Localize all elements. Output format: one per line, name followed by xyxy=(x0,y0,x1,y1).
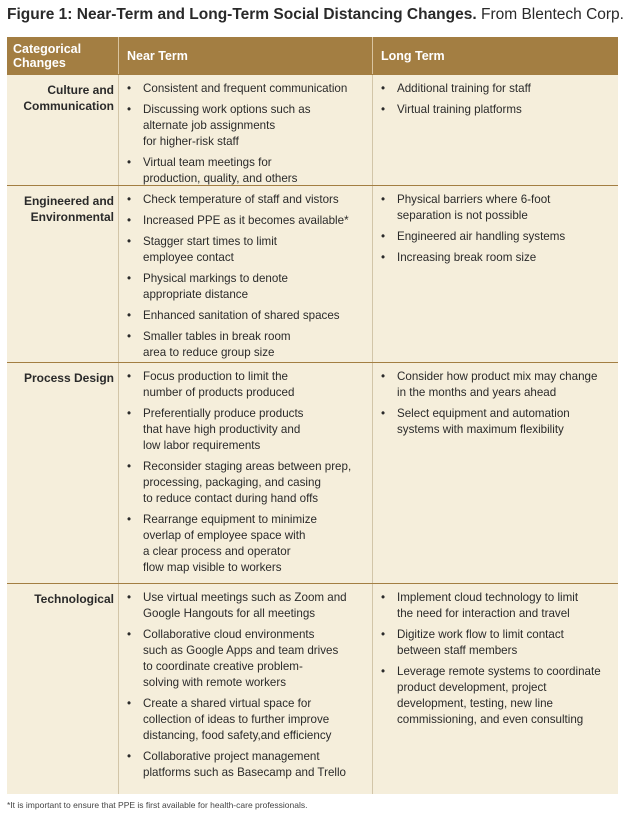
bullet-icon: • xyxy=(127,193,132,206)
long-term-cell xyxy=(373,186,618,362)
long-term-cell xyxy=(373,75,618,185)
bullet-icon: • xyxy=(127,750,132,763)
list-item xyxy=(127,271,366,303)
table-row xyxy=(7,185,618,362)
list-item xyxy=(127,627,366,691)
bullet-icon: • xyxy=(127,214,132,227)
list-item xyxy=(381,627,612,659)
bullet-icon: • xyxy=(381,407,386,420)
changes-table xyxy=(7,37,618,794)
list-item xyxy=(127,213,366,229)
list-item-text: Rearrange equipment to minimize overlap of employee space with a clear process and operator flow map visible to workers xyxy=(143,513,317,574)
figure-title xyxy=(7,6,624,24)
table-row xyxy=(7,362,618,583)
list-item-text: Focus production to limit the number of products produced xyxy=(143,370,295,399)
near-term-cell xyxy=(119,584,373,794)
near-term-cell xyxy=(119,363,373,583)
list-item-text: Check temperature of staff and vistors xyxy=(143,193,339,206)
bullet-icon: • xyxy=(127,370,132,383)
list-item xyxy=(127,369,366,401)
bullet-list xyxy=(127,590,366,781)
list-item xyxy=(381,590,612,622)
figure-title-source: From Blentech Corp. xyxy=(476,6,624,23)
row-category-label: Engineered and Environmental xyxy=(23,194,114,224)
footnote: *It is important to ensure that PPE is first available for health-care professionals. xyxy=(7,800,308,810)
list-item-text: Leverage remote systems to coordinate product development, project development, testing, new line commissioning, and even consulting xyxy=(397,665,601,726)
list-item-text: Reconsider staging areas between prep, processing, packaging, and casing to reduce contact during hand offs xyxy=(143,460,352,505)
list-item xyxy=(381,192,612,224)
row-category xyxy=(7,584,119,794)
list-item-text: Additional training for staff xyxy=(397,82,531,95)
bullet-list xyxy=(381,192,612,266)
list-item xyxy=(127,406,366,454)
long-term-cell xyxy=(373,363,618,583)
list-item xyxy=(127,512,366,576)
list-item xyxy=(381,229,612,245)
bullet-icon: • xyxy=(381,82,386,95)
list-item xyxy=(127,696,366,744)
list-item-text: Collaborative project management platforms such as Basecamp and Trello xyxy=(143,750,346,779)
list-item-text: Increasing break room size xyxy=(397,251,537,264)
list-item xyxy=(127,155,366,187)
long-term-cell xyxy=(373,584,618,794)
table-row xyxy=(7,583,618,794)
list-item-text: Create a shared virtual space for collection of ideas to further improve distancing, food safety,and efficiency xyxy=(143,697,332,742)
bullet-icon: • xyxy=(381,251,386,264)
bullet-icon: • xyxy=(381,665,386,678)
row-category xyxy=(7,363,119,583)
list-item xyxy=(127,459,366,507)
list-item xyxy=(127,308,366,324)
bullet-icon: • xyxy=(381,103,386,116)
list-item-text: Enhanced sanitation of shared spaces xyxy=(143,309,340,322)
list-item xyxy=(127,192,366,208)
row-category-label: Technological xyxy=(34,592,114,606)
list-item-text: Physical markings to denote appropriate distance xyxy=(143,272,288,301)
table-header xyxy=(7,37,618,74)
bullet-icon: • xyxy=(381,230,386,243)
bullet-icon: • xyxy=(127,591,132,604)
bullet-icon: • xyxy=(127,156,132,169)
near-term-cell xyxy=(119,186,373,362)
list-item xyxy=(127,234,366,266)
list-item-text: Smaller tables in break room area to reduce group size xyxy=(143,330,291,359)
figure-title-main: Figure 1: Near-Term and Long-Term Social Distancing Changes. xyxy=(7,6,477,23)
list-item xyxy=(127,329,366,361)
bullet-icon: • xyxy=(127,103,132,116)
list-item xyxy=(127,81,366,97)
list-item xyxy=(381,664,612,728)
list-item xyxy=(381,369,612,401)
bullet-icon: • xyxy=(127,330,132,343)
row-category-label: Culture and Communication xyxy=(23,83,114,113)
bullet-icon: • xyxy=(127,460,132,473)
list-item xyxy=(127,590,366,622)
list-item-text: Discussing work options such as alternate job assignments for higher-risk staff xyxy=(143,103,311,148)
row-category-label: Process Design xyxy=(23,371,114,385)
near-term-cell xyxy=(119,75,373,185)
list-item-text: Virtual team meetings for production, quality, and others xyxy=(143,156,298,185)
table-row xyxy=(7,74,618,185)
list-item xyxy=(381,406,612,438)
bullet-icon: • xyxy=(127,628,132,641)
bullet-icon: • xyxy=(127,82,132,95)
bullet-icon: • xyxy=(381,370,386,383)
list-item-text: Increased PPE as it becomes available* xyxy=(143,214,349,227)
list-item-text: Preferentially produce products that have high productivity and low labor requirements xyxy=(143,407,304,452)
bullet-list xyxy=(381,590,612,728)
list-item-text: Select equipment and automation systems with maximum flexibility xyxy=(397,407,570,436)
bullet-icon: • xyxy=(127,513,132,526)
list-item-text: Physical barriers where 6-foot separation is not possible xyxy=(397,193,551,222)
list-item-text: Virtual training platforms xyxy=(397,103,522,116)
bullet-list xyxy=(127,192,366,361)
bullet-icon: • xyxy=(127,697,132,710)
bullet-icon: • xyxy=(127,272,132,285)
list-item-text: Stagger start times to limit employee contact xyxy=(143,235,278,264)
bullet-list xyxy=(127,81,366,187)
list-item xyxy=(127,102,366,150)
bullet-icon: • xyxy=(127,407,132,420)
bullet-list xyxy=(381,369,612,438)
list-item-text: Consistent and frequent communication xyxy=(143,82,348,95)
list-item xyxy=(381,102,612,118)
bullet-icon: • xyxy=(381,591,386,604)
header-near-term: Near Term xyxy=(119,37,373,74)
list-item-text: Digitize work flow to limit contact between staff members xyxy=(397,628,564,657)
list-item-text: Implement cloud technology to limit the need for interaction and travel xyxy=(397,591,579,620)
list-item-text: Consider how product mix may change in the months and years ahead xyxy=(397,370,598,399)
header-categorical-changes: Categorical Changes xyxy=(7,37,119,74)
list-item-text: Engineered air handling systems xyxy=(397,230,566,243)
list-item-text: Collaborative cloud environments such as Google Apps and team drives to coordinate creative problem- solving with remote workers xyxy=(143,628,339,689)
bullet-list xyxy=(381,81,612,118)
bullet-icon: • xyxy=(127,235,132,248)
list-item xyxy=(127,749,366,781)
list-item xyxy=(381,81,612,97)
list-item-text: Use virtual meetings such as Zoom and Google Hangouts for all meetings xyxy=(143,591,347,620)
row-category xyxy=(7,75,119,185)
header-long-term: Long Term xyxy=(381,48,445,63)
bullet-icon: • xyxy=(381,628,386,641)
list-item xyxy=(381,250,612,266)
bullet-icon: • xyxy=(381,193,386,206)
bullet-list xyxy=(127,369,366,576)
bullet-icon: • xyxy=(127,309,132,322)
row-category xyxy=(7,186,119,362)
